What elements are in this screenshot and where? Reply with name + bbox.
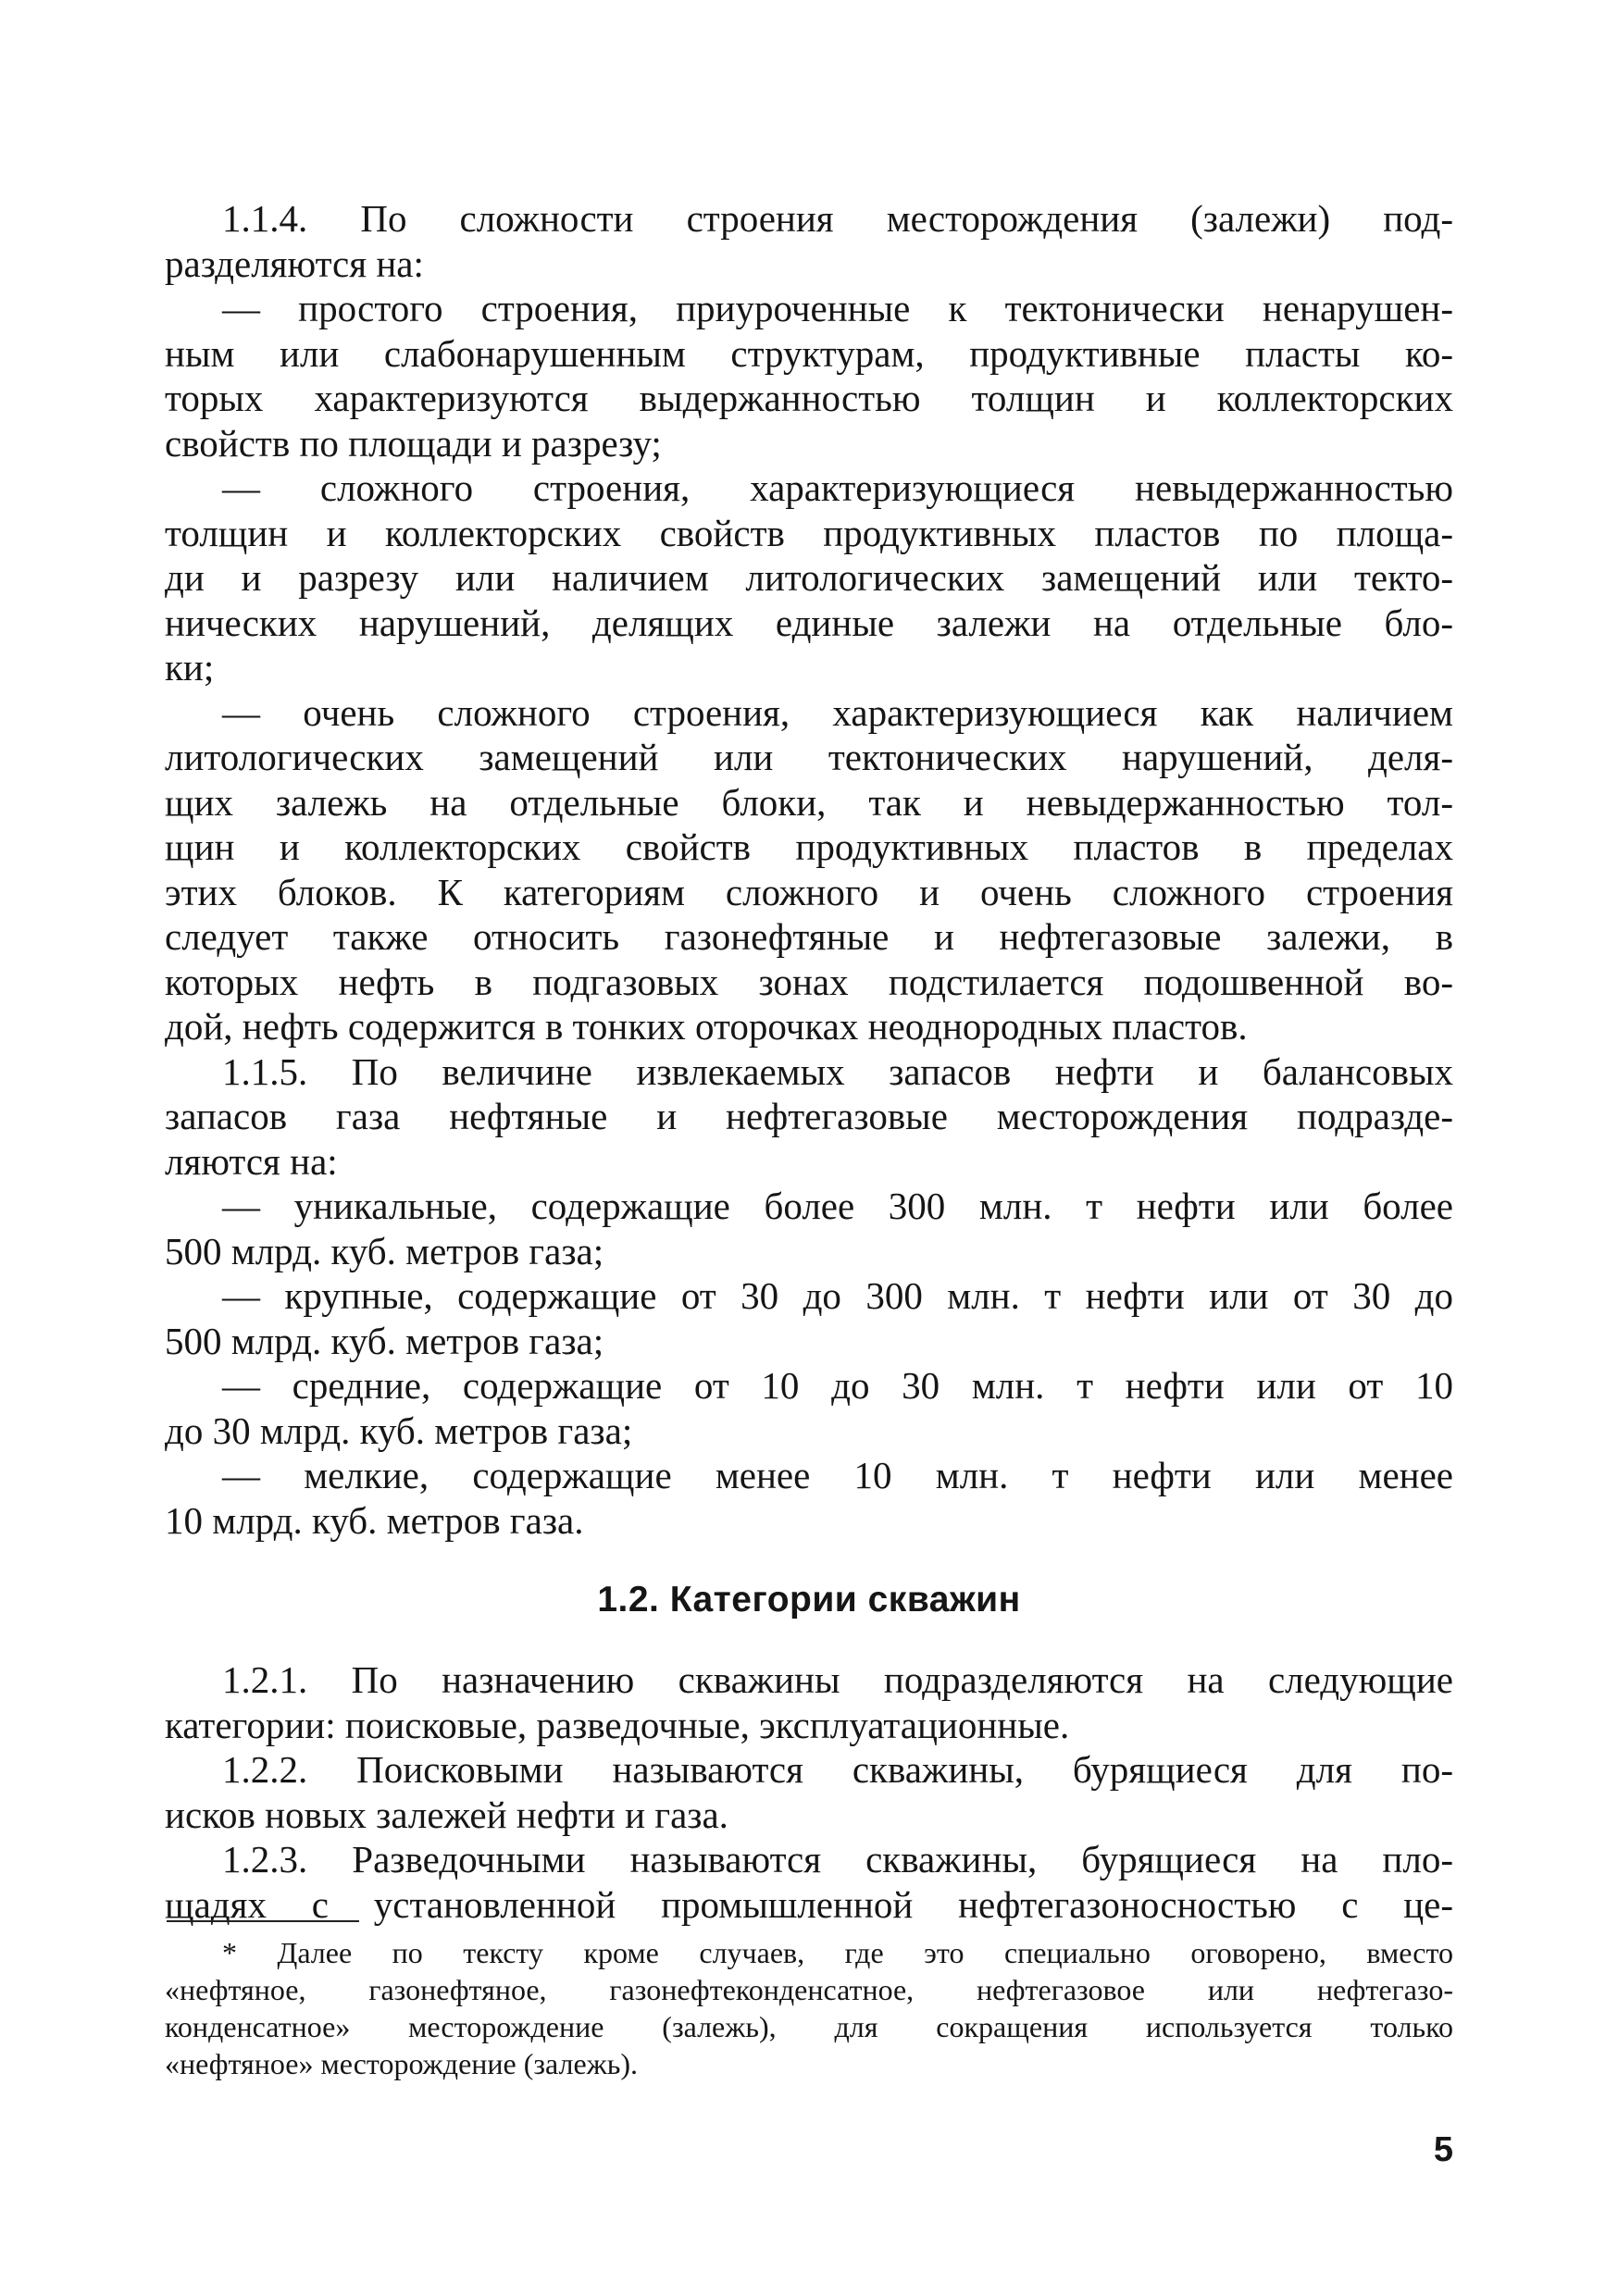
page-number: 5 [1433,2130,1453,2169]
text-line: свойств по площади и разрезу; [165,421,662,465]
text-line: 500 млрд. куб. метров газа; [165,1319,604,1362]
text-line: щадях с установленной промышленной нефтегазоносностью с це- [165,1882,1453,1926]
text-line: которых нефть в подгазовых зонах подстилается подошвенной во- [165,960,1453,1003]
text-line: разделяются на: [165,242,424,285]
text-line: 1.2.3. Разведочными называются скважины, бурящиеся на пло- [222,1838,1453,1880]
text-line: торых характеризуются выдержанностью толщин и коллекторских [165,377,1453,419]
footnote-separator [167,1920,359,1922]
text-line: — простого строения, приуроченные к тектонически ненарушен- [222,287,1453,329]
section-heading-wrap [165,1543,1453,1657]
footnote-line: «нефтяное, газонефтяное, газонефтеконденсатное, нефтегазовое или нефтегазо- [165,1973,1453,2006]
text-line: 10 млрд. куб. метров газа. [165,1498,584,1542]
text-line: нических нарушений, делящих единые залежи на отдельные бло- [165,601,1453,644]
text-line: до 30 млрд. куб. метров газа; [165,1409,633,1452]
text-line: толщин и коллекторских свойств продуктивных пластов по площа- [165,511,1453,554]
text-line: — очень сложного строения, характеризующиеся как наличием [222,690,1453,734]
text-line: 1.1.4. По сложности строения месторождения (залежи) под- [222,197,1453,240]
text-line: категории: поисковые, разведочные, эксплуатационные. [165,1703,1070,1746]
section-heading: 1.2. Категории скважин [597,1580,1021,1620]
text-line: — мелкие, содержащие менее 10 млн. т нефти или менее [222,1454,1453,1496]
footnote-line: * Далее по тексту кроме случаев, где это специально оговорено, вместо [222,1936,1453,1969]
text-line: 500 млрд. куб. метров газа; [165,1229,604,1272]
text-line: следует также относить газонефтяные и нефтегазовые залежи, в [165,915,1453,958]
footnote-line: «нефтяное» месторождение (залежь). [165,2047,639,2080]
text-line: 1.1.5. По величине извлекаемых запасов нефти и балансовых [222,1049,1453,1093]
text-line: — уникальные, содержащие более 300 млн. т нефти или более [222,1185,1453,1227]
text-line: литологических замещений или тектонических нарушений, деля- [165,736,1453,778]
footnote-line: конденсатное» месторождение (залежь), для сокращения используется только [165,2010,1453,2043]
text-line: 1.2.1. По назначению скважины подразделяются на следующие [222,1658,1453,1701]
text-line: ки; [165,646,215,689]
text-line: щих залежь на отдельные блоки, так и невыдержанностью тол- [165,780,1453,824]
footnote [165,1934,1453,2082]
text-line: исков новых залежей нефти и газа. [165,1793,728,1836]
text-line: этих блоков. К категориям сложного и очень сложного строения [165,870,1453,913]
text-line: — средние, содержащие от 10 до 30 млн. т нефти или от 10 [222,1364,1453,1407]
text-line: — сложного строения, характеризующиеся невыдержанностью [222,466,1453,509]
body-text [165,196,1453,1927]
text-line: щин и коллекторских свойств продуктивных пластов в пределах [165,825,1453,868]
text-line: запасов газа нефтяные и нефтегазовые месторождения подразде- [165,1095,1453,1137]
text-line: ляются на: [165,1139,338,1183]
text-line: ди и разрезу или наличием литологических замещений или текто- [165,556,1453,599]
text-line: 1.2.2. Поисковыми называются скважины, бурящиеся для по- [222,1748,1453,1791]
text-line: ным или слабонарушенным структурам, продуктивные пласты ко- [165,331,1453,375]
text-line: — крупные, содержащие от 30 до 300 млн. т нефти или от 30 до [222,1274,1453,1317]
text-line: дой, нефть содержится в тонких оторочках неоднородных пластов. [165,1005,1248,1048]
